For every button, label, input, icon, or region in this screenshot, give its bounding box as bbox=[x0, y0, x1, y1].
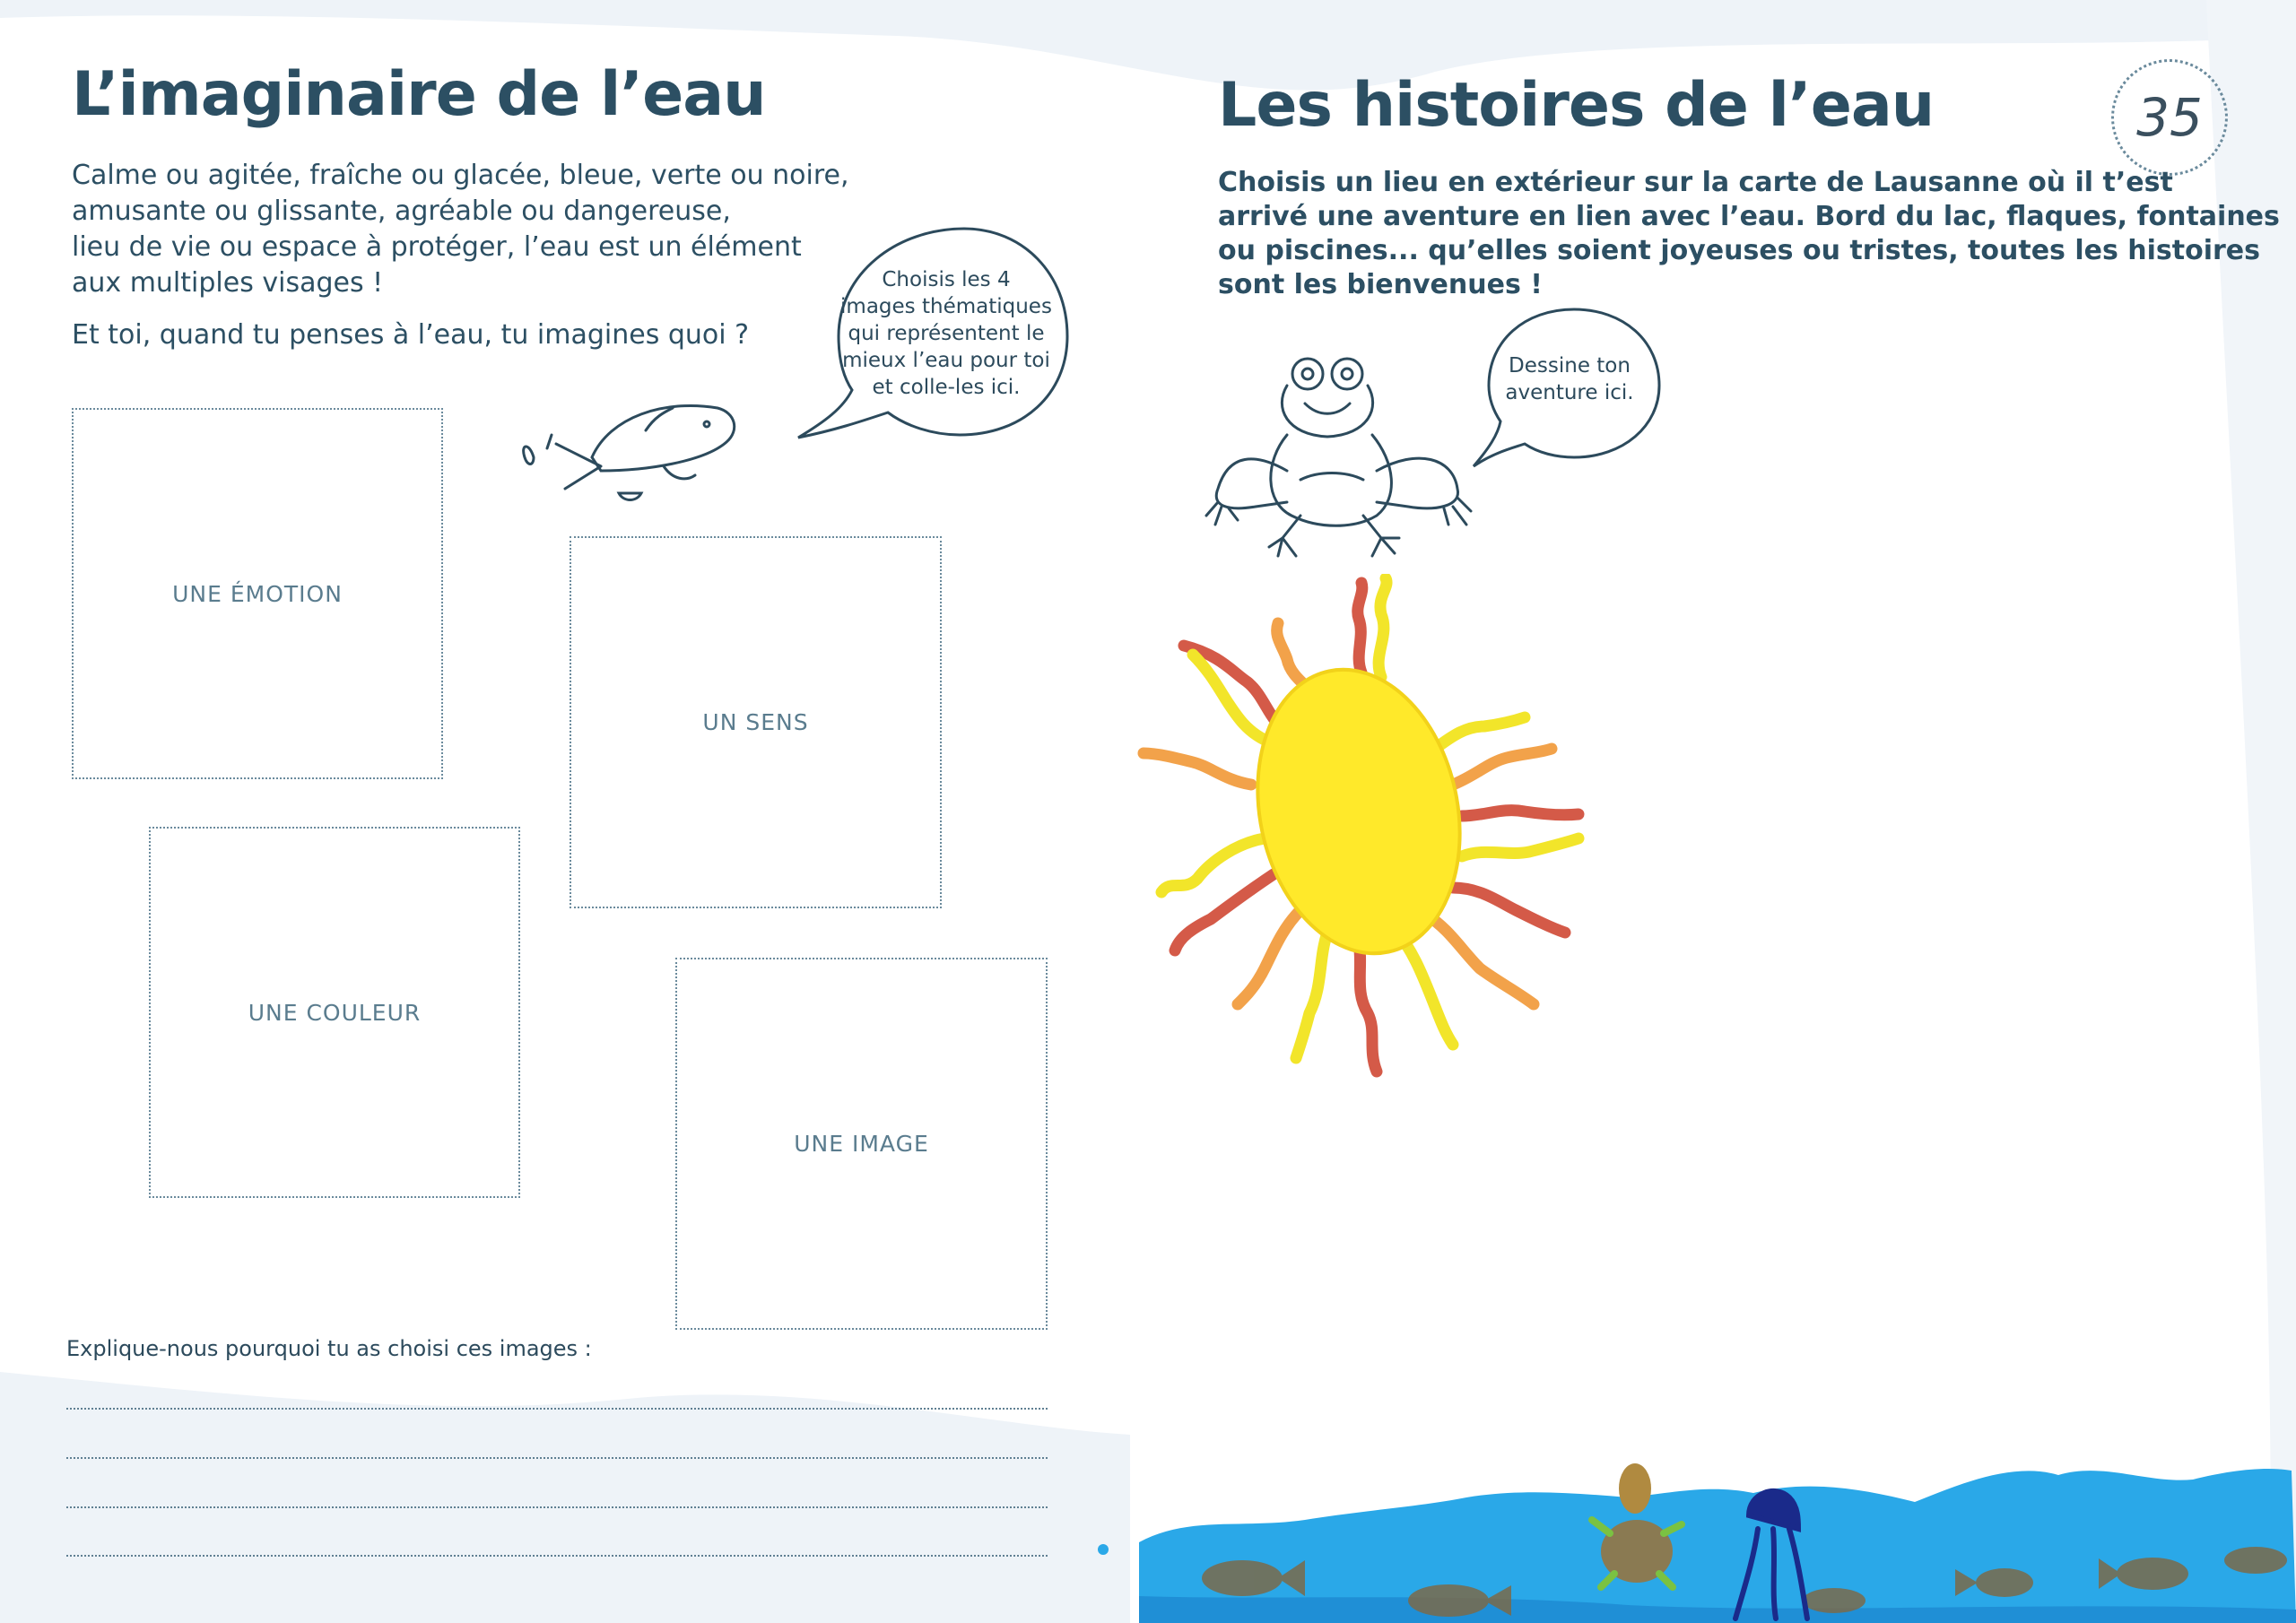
frog-icon bbox=[1202, 354, 1480, 565]
right-intro bbox=[1218, 166, 2280, 302]
left-question: Et toi, quand tu penses à l’eau, tu imagines quoi ? bbox=[72, 319, 750, 351]
box-image[interactable] bbox=[675, 958, 1048, 1330]
writing-line[interactable] bbox=[66, 1457, 1048, 1459]
bubble-line: Choisis les 4 bbox=[882, 268, 1011, 291]
box-label: UNE IMAGE bbox=[794, 1131, 929, 1157]
right-page-title: Les histoires de l’eau bbox=[1218, 70, 1935, 141]
bubble-text-right bbox=[1489, 352, 1650, 406]
page-number: 35 bbox=[2111, 59, 2228, 176]
bubble-line: mieux l’eau pour toi bbox=[842, 349, 1050, 372]
intro-line: Choisis un lieu en extérieur sur la carte de Lausanne où il t’est bbox=[1218, 167, 2173, 198]
writing-line[interactable] bbox=[66, 1506, 1048, 1508]
bubble-text-left bbox=[830, 266, 1063, 401]
underwater-drawing bbox=[1090, 1444, 2296, 1623]
bubble-line: qui représentent le bbox=[848, 322, 1045, 345]
bubble-line: images thématiques bbox=[840, 295, 1052, 318]
bubble-line: Dessine ton bbox=[1509, 354, 1631, 378]
bubble-line: et colle-les ici. bbox=[872, 376, 1021, 399]
intro-line: lieu de vie ou espace à protéger, l’eau est un élément bbox=[72, 231, 802, 263]
box-label: UNE COULEUR bbox=[248, 999, 422, 1026]
box-label: UNE ÉMOTION bbox=[172, 580, 343, 607]
sun-drawing bbox=[1130, 574, 1605, 1130]
explain-label: Explique-nous pourquoi tu as choisi ces images : bbox=[66, 1336, 592, 1361]
box-label: UN SENS bbox=[702, 709, 809, 735]
left-intro bbox=[72, 158, 849, 301]
intro-line: amusante ou glissante, agréable ou dangereuse, bbox=[72, 195, 731, 227]
intro-line: aux multiples visages ! bbox=[72, 267, 384, 299]
intro-line: Calme ou agitée, fraîche ou glacée, bleue, verte ou noire, bbox=[72, 160, 849, 191]
writing-line[interactable] bbox=[66, 1555, 1048, 1557]
left-page-title: L’imaginaire de l’eau bbox=[72, 59, 766, 130]
box-sens[interactable] bbox=[570, 536, 942, 908]
fish-icon bbox=[511, 381, 744, 507]
box-couleur[interactable] bbox=[149, 827, 520, 1198]
intro-line: ou piscines... qu’elles soient joyeuses ou tristes, toutes les histoires bbox=[1218, 235, 2261, 266]
bubble-line: aventure ici. bbox=[1505, 381, 1634, 404]
writing-line[interactable] bbox=[66, 1408, 1048, 1410]
intro-line: arrivé une aventure en lien avec l’eau. Bord du lac, flaques, fontaines bbox=[1218, 201, 2280, 232]
box-emotion[interactable] bbox=[72, 408, 443, 779]
intro-line: sont les bienvenues ! bbox=[1218, 269, 1543, 300]
